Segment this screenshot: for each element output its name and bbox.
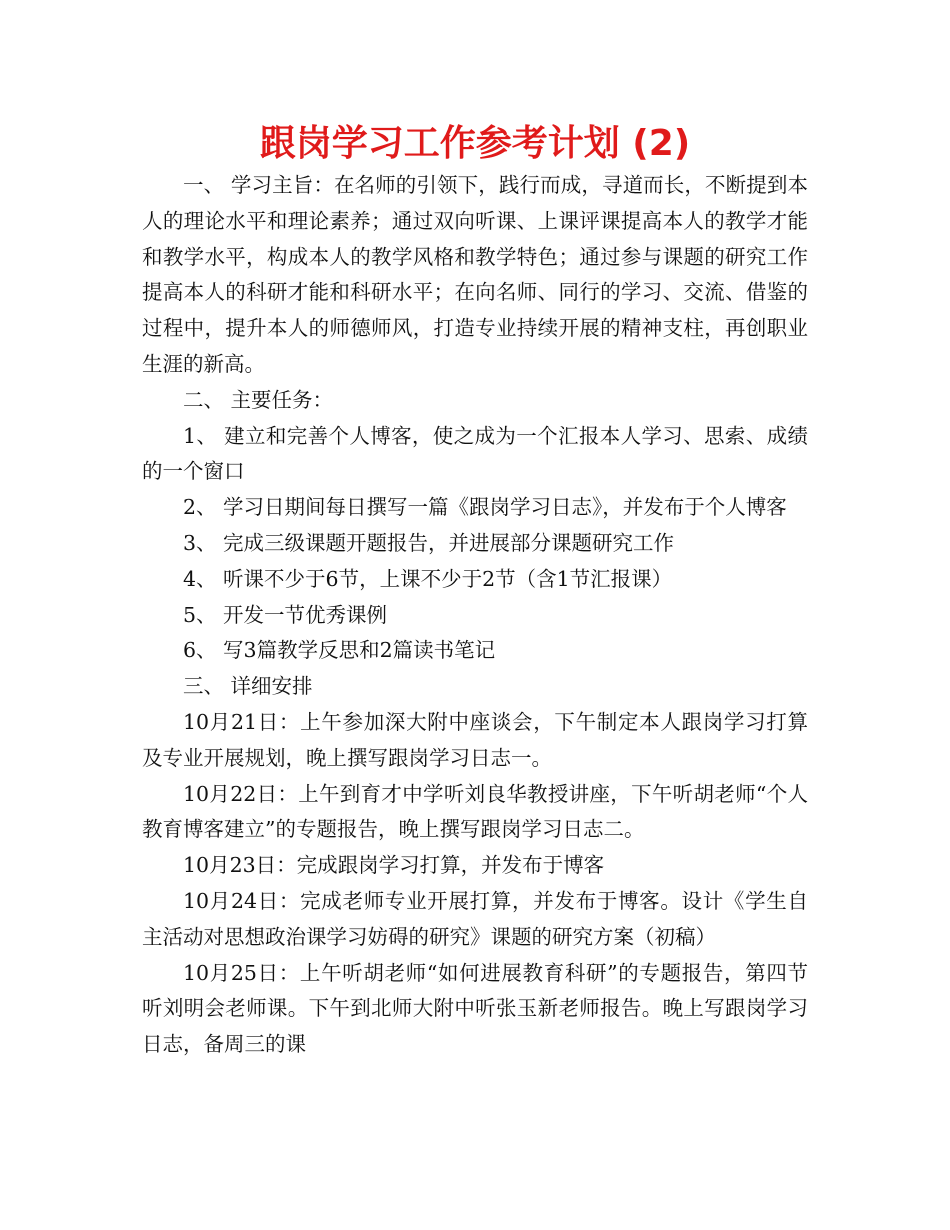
schedule-oct-22: 10月22日：上午到育才中学听刘良华教授讲座，下午听胡老师“个人教育博客建立”的专题报告，晚上撰写跟岗学习日志二。: [142, 781, 808, 842]
document-body: [142, 168, 808, 1063]
task-item-1: 1、 建立和完善个人博客，使之成为一个汇报本人学习、思索、成绩的一个窗口: [142, 423, 808, 484]
schedule-oct-25: 10月25日：上午听胡老师“如何进展教育科研”的专题报告，第四节听刘明会老师课。下午到北师大附中听张玉新老师报告。晚上写跟岗学习日志，备周三的课: [142, 960, 808, 1057]
schedule-oct-21: 10月21日：上午参加深大附中座谈会，下午制定本人跟岗学习打算及专业开展规划，晚上撰写跟岗学习日志一。: [142, 709, 808, 770]
task-item-5: 5、 开发一节优秀课例: [183, 602, 388, 627]
paragraph-purpose: 一、 学习主旨：在名师的引领下，践行而成，寻道而长，不断提到本人的理论水平和理论素养；通过双向听课、上课评课提高本人的教学才能和教学水平，构成本人的教学风格和教学特色；通过参与课题的研究工作提高本人的科研才能和科研水平；在向名师、同行的学习、交流、借鉴的过程中，提升本人的师德师风，打造专业持续开展的精神支柱，再创职业生涯的新高。: [142, 173, 808, 376]
heading-main-tasks: 二、 主要任务：: [183, 387, 334, 412]
task-item-4: 4、 听课不少于6节，上课不少于2节（含1节汇报课）: [183, 566, 673, 591]
task-item-3: 3、 完成三级课题开题报告，并进展部分课题研究工作: [183, 530, 675, 555]
schedule-oct-24: 10月24日：完成老师专业开展打算，并发布于博客。设计《学生自主活动对思想政治课学习妨碍的研究》课题的研究方案（初稿）: [142, 888, 808, 949]
task-item-6: 6、 写3篇教学反思和2篇读书笔记: [183, 638, 496, 663]
schedule-oct-23: 10月23日：完成跟岗学习打算，并发布于博客: [183, 853, 605, 878]
task-item-2: 2、 学习日期间每日撰写一篇《跟岗学习日志》，并发布于个人博客: [183, 495, 787, 520]
page-title: 跟岗学习工作参考计划 (2): [259, 123, 691, 164]
heading-detailed-schedule: 三、 详细安排: [183, 674, 313, 699]
